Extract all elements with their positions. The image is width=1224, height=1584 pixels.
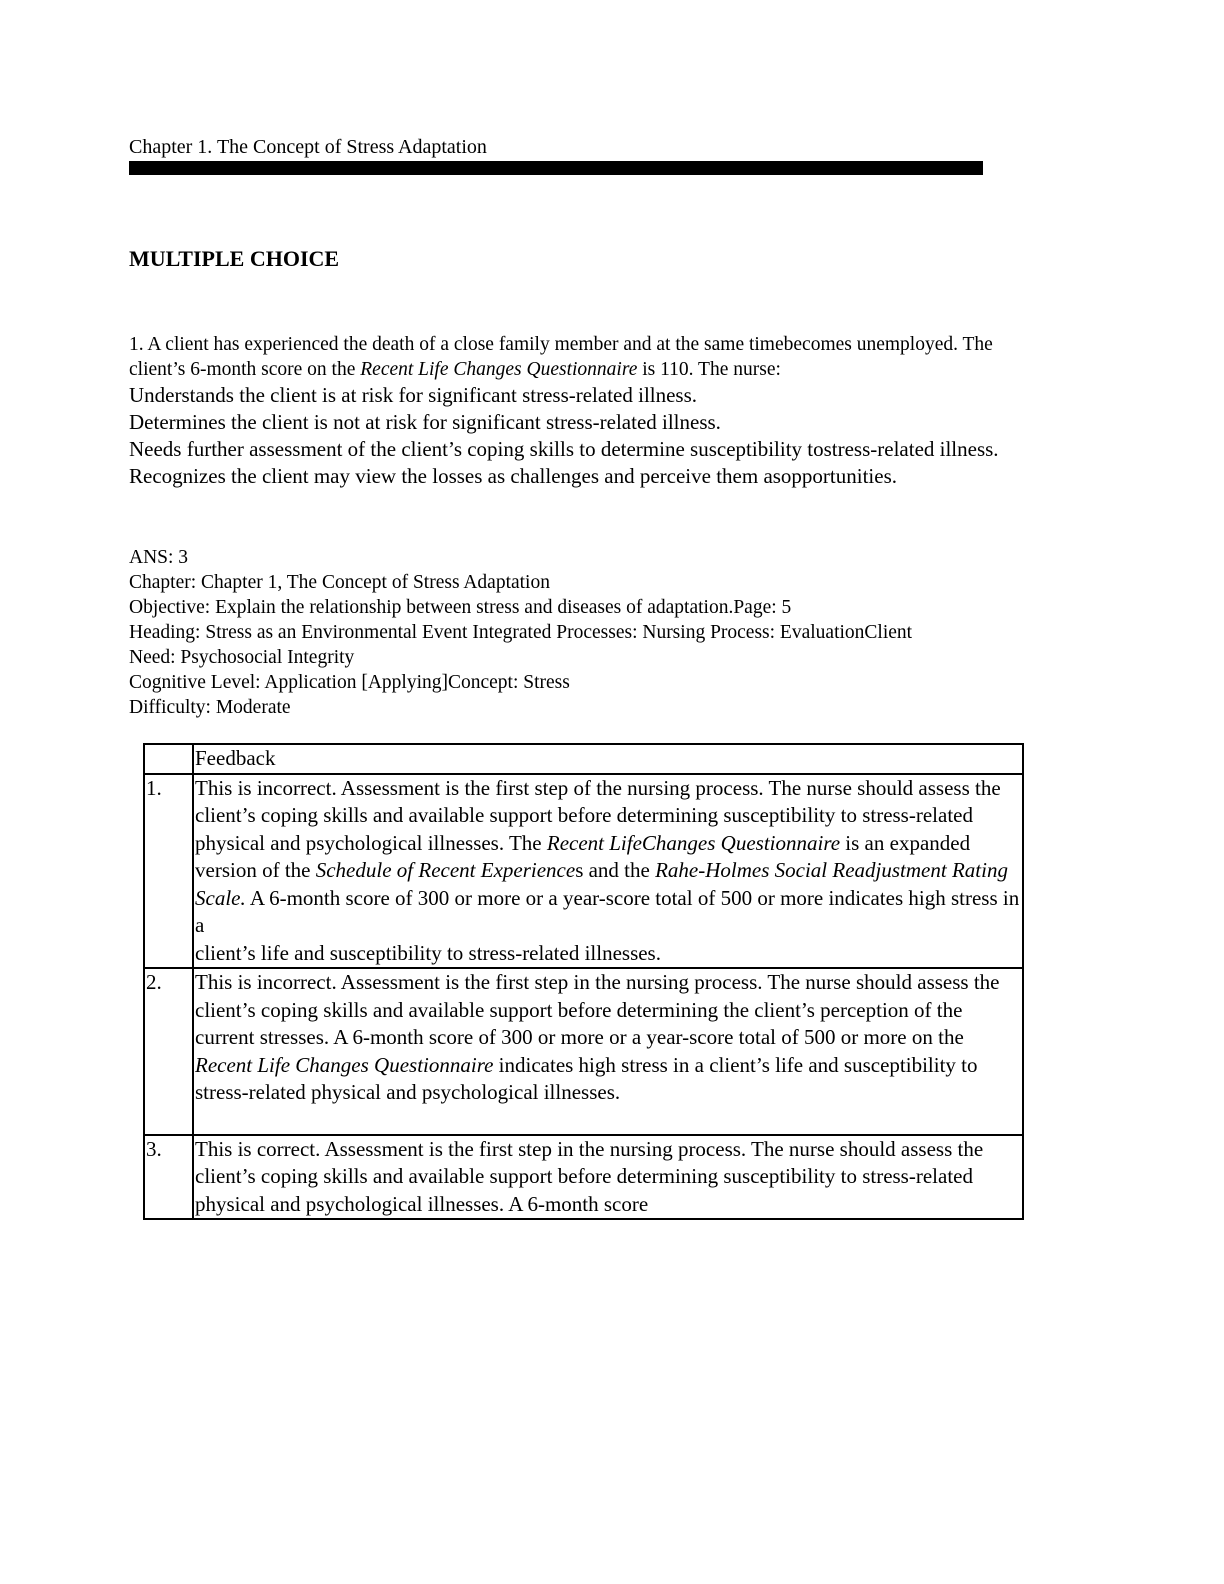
answer-metadata xyxy=(129,545,1029,720)
feedback-text: This is incorrect. Assessment is the first step of the nursing process. The nurse should assess the client’s coping skills and available support before determining susceptibility to stress-related physical and psychological illnesses. The xyxy=(195,775,1001,855)
answer-option-1: Understands the client is at risk for significant stress-related illness. xyxy=(129,383,698,407)
chapter-header: Chapter 1. The Concept of Stress Adaptation xyxy=(129,136,487,158)
feedback-text: indicates high stress in a client’s life and susceptibility to stress-related physical and psychological illnesses. xyxy=(195,1052,978,1104)
feedback-row-text xyxy=(193,1135,1023,1220)
feedback-italic: Schedule of Recent Experience xyxy=(315,858,576,882)
feedback-row xyxy=(144,774,1023,969)
feedback-row-text xyxy=(193,968,1023,1135)
feedback-italic: Recent LifeChanges Questionnaire xyxy=(546,830,841,855)
feedback-text: A 6-month score of 300 or more or a year-score total of 500 or more indicates high stress in a xyxy=(195,885,1020,937)
feedback-header: Feedback xyxy=(193,744,1023,774)
meta-client-need: Need: Psychosocial Integrity xyxy=(129,647,355,668)
feedback-table xyxy=(143,743,1024,1220)
answer-option-2: Determines the client is not at risk for significant stress-related illness. xyxy=(129,410,721,434)
feedback-italic: Recent Life Changes Questionnaire xyxy=(195,1052,494,1077)
header-rule xyxy=(129,161,983,175)
question-stem xyxy=(129,332,1029,382)
answer-option-4: Recognizes the client may view the losses as challenges and perceive them asopportunities. xyxy=(129,464,898,488)
feedback-row-number: 3. xyxy=(144,1135,193,1220)
questionnaire-title: Recent Life Changes Questionnaire xyxy=(360,359,638,380)
meta-chapter: Chapter: Chapter 1, The Concept of Stress Adaptation xyxy=(129,572,550,593)
answer-key: ANS: 3 xyxy=(129,547,189,568)
meta-cognitive-level: Cognitive Level: Application [Applying]Concept: Stress xyxy=(129,672,570,693)
feedback-text: client’s life and susceptibility to stress-related illnesses. xyxy=(195,940,661,965)
feedback-header-row xyxy=(144,744,1023,774)
feedback-row-text xyxy=(193,774,1023,969)
feedback-header-blank xyxy=(144,744,193,774)
feedback-row-number: 2. xyxy=(144,968,193,1135)
feedback-italic: Rahe-Holmes Social Readjustment Rating Scale. xyxy=(195,858,1008,910)
feedback-text: s and the xyxy=(575,858,656,882)
question-block xyxy=(129,332,1059,490)
feedback-row xyxy=(144,968,1023,1135)
feedback-row xyxy=(144,1135,1023,1220)
feedback-text: This is correct. Assessment is the first step in the nursing process. The nurse should assess the client’s coping skills and available support before determining susceptibility to stress-related physical and psychological illnesses. A 6-month score xyxy=(195,1136,984,1216)
question-stem-end: is 110. The nurse: xyxy=(637,359,781,380)
question-stem-text: 1. A client has experienced the death of a close family member and at the same timebecomes unemployed. The client’s 6-month score on the xyxy=(129,334,993,380)
answer-option-3: Needs further assessment of the client’s coping skills to determine susceptibility tostress-related illness. xyxy=(129,437,999,461)
meta-difficulty: Difficulty: Moderate xyxy=(129,697,291,718)
section-heading: MULTIPLE CHOICE xyxy=(129,246,340,271)
feedback-text: is an expanded version of the xyxy=(195,830,971,882)
feedback-text: This is incorrect. Assessment is the first step in the nursing process. The nurse should assess the client’s coping skills and available support before determining the client’s perception of the current stresses. A 6-month score of 300 or more or a year-score total of 500 or more on the xyxy=(195,970,1000,1049)
meta-heading: Heading: Stress as an Environmental Event Integrated Processes: Nursing Process: EvaluationClient xyxy=(129,622,913,643)
meta-objective: Objective: Explain the relationship between stress and diseases of adaptation.Page: 5 xyxy=(129,597,792,618)
feedback-row-number: 1. xyxy=(144,774,193,969)
